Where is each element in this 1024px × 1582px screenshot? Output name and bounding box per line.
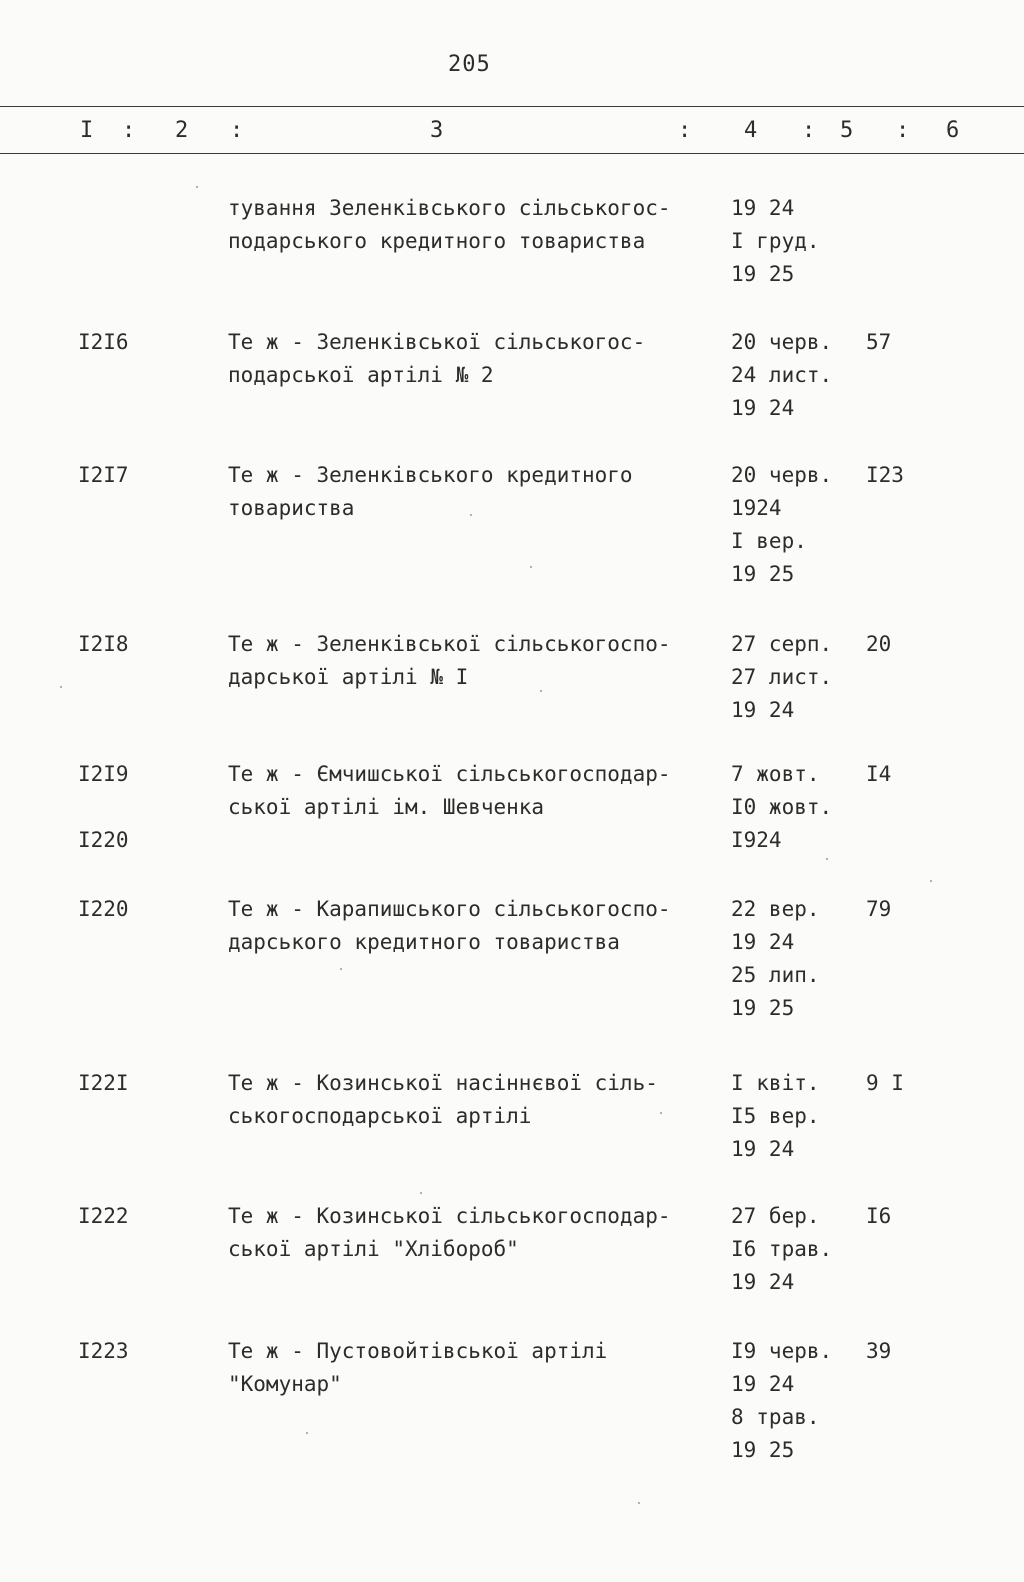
case-title-line: дарської артілі № I xyxy=(228,665,469,689)
case-title-line: ськогосподарської артілі xyxy=(228,1104,532,1128)
case-number-line: I220 xyxy=(78,897,129,921)
case-date-line: 25 лип. xyxy=(731,963,820,987)
case-number xyxy=(78,326,129,359)
case-date-line: I вер. xyxy=(731,529,807,553)
column-number-2: 2 xyxy=(175,118,189,143)
header-bottom-rule xyxy=(0,153,1024,154)
case-date-line: 19 25 xyxy=(731,1438,795,1462)
case-title xyxy=(228,1335,708,1401)
column-separator: : xyxy=(896,118,910,143)
case-dates xyxy=(731,628,832,727)
case-number xyxy=(78,1335,129,1368)
sheet-count: 79 xyxy=(866,897,892,921)
case-dates xyxy=(731,1067,820,1166)
case-title-line: Те ж - Пустовойтівської артілі xyxy=(228,1339,608,1363)
case-date-line: 19 25 xyxy=(731,262,795,286)
case-date-line: I0 жовт. xyxy=(731,795,833,819)
case-title-line: Те ж - Зеленківської сільськогоспо- xyxy=(228,632,671,656)
case-date-line: 7 жовт. xyxy=(731,762,820,786)
case-dates xyxy=(731,893,820,1025)
case-date-line: I5 вер. xyxy=(731,1104,820,1128)
sheet-count: I6 xyxy=(866,1204,892,1228)
case-title xyxy=(228,326,708,392)
case-number-line: I22I xyxy=(78,1071,129,1095)
case-number xyxy=(78,459,129,492)
case-date-line: 20 черв. xyxy=(731,330,833,354)
case-date-line: 19 24 xyxy=(731,1270,795,1294)
case-number xyxy=(78,1200,129,1233)
column-separator: : xyxy=(678,118,692,143)
column-number-5: 5 xyxy=(840,118,854,143)
case-date-line: I квіт. xyxy=(731,1071,820,1095)
case-dates xyxy=(731,1335,832,1467)
case-title-line: Те ж - Козинської сільськогосподар- xyxy=(228,1204,671,1228)
case-number-line: I2I8 xyxy=(78,632,129,656)
case-date-line: 8 трав. xyxy=(731,1405,820,1429)
case-date-line: 19 24 xyxy=(731,698,795,722)
case-title-line: ської артілі "Хлібороб" xyxy=(228,1237,519,1261)
column-separator: : xyxy=(122,118,136,143)
column-number-1: I xyxy=(80,118,94,143)
sheet-count: 9 I xyxy=(866,1071,904,1095)
case-title-line: "Комунар" xyxy=(228,1372,342,1396)
header-top-rule xyxy=(0,106,1024,107)
column-number-4: 4 xyxy=(744,118,758,143)
sheet-count: I23 xyxy=(866,463,904,487)
case-number xyxy=(78,893,129,926)
case-date-line: 19 24 xyxy=(731,930,795,954)
case-date-line: 19 24 xyxy=(731,196,795,220)
case-dates xyxy=(731,1200,832,1299)
case-date-line: 19 24 xyxy=(731,1137,795,1161)
case-title-line: ської артілі ім. Шевченка xyxy=(228,795,545,819)
case-title-line: Те ж - Зеленківської сільськогос- xyxy=(228,330,646,354)
case-title xyxy=(228,1200,708,1266)
case-title-line: Те ж - Карапишського сільськогоспо- xyxy=(228,897,671,921)
sheet-count: 57 xyxy=(866,330,892,354)
case-date-line: 19 24 xyxy=(731,1372,795,1396)
sheet-count: I4 xyxy=(866,762,892,786)
case-title-line: товариства xyxy=(228,496,355,520)
case-date-line: 27 серп. xyxy=(731,632,833,656)
case-title-line: подарської артілі № 2 xyxy=(228,363,494,387)
case-date-line: 19 25 xyxy=(731,996,795,1020)
column-number-6: 6 xyxy=(946,118,960,143)
case-title xyxy=(228,628,708,694)
sheet-count: 20 xyxy=(866,632,892,656)
case-date-line: 19 25 xyxy=(731,562,795,586)
case-dates xyxy=(731,758,832,857)
case-date-line: I груд. xyxy=(731,229,820,253)
case-title xyxy=(228,192,708,258)
case-date-line: 27 бер. xyxy=(731,1204,820,1228)
case-title xyxy=(228,1067,708,1133)
case-title xyxy=(228,459,708,525)
case-number xyxy=(78,758,129,857)
case-title xyxy=(228,893,708,959)
case-title-line: подарського кредитного товариства xyxy=(228,229,646,253)
case-title-line: Те ж - Зеленківського кредитного xyxy=(228,463,633,487)
case-number-line: I223 xyxy=(78,1339,129,1363)
case-number-line: I222 xyxy=(78,1204,129,1228)
case-dates xyxy=(731,459,832,591)
column-separator: : xyxy=(230,118,244,143)
case-number-line: I220 xyxy=(78,828,129,852)
case-date-line: 27 лист. xyxy=(731,665,833,689)
case-number xyxy=(78,1067,129,1100)
case-dates xyxy=(731,326,832,425)
page-number: 205 xyxy=(448,52,491,77)
case-number-line xyxy=(78,791,129,824)
case-number-line: I2I6 xyxy=(78,330,129,354)
case-title-line: дарського кредитного товариства xyxy=(228,930,620,954)
sheet-count: 39 xyxy=(866,1339,892,1363)
case-number xyxy=(78,628,129,661)
case-date-line: I924 xyxy=(731,828,782,852)
case-date-line: I9 черв. xyxy=(731,1339,833,1363)
case-date-line: 19 24 xyxy=(731,396,795,420)
case-title-line: Те ж - Ємчишської сільськогосподар- xyxy=(228,762,671,786)
case-title xyxy=(228,758,708,824)
case-number-line: I2I9 xyxy=(78,762,129,786)
case-title-line: тування Зеленківського сільськогос- xyxy=(228,196,671,220)
case-title-line: Те ж - Козинської насіннєвої сіль- xyxy=(228,1071,658,1095)
column-number-3: 3 xyxy=(430,118,444,143)
sheet-count xyxy=(866,192,879,225)
case-date-line: I6 трав. xyxy=(731,1237,833,1261)
case-dates xyxy=(731,192,820,291)
case-date-line: 24 лист. xyxy=(731,363,833,387)
case-number-line: I2I7 xyxy=(78,463,129,487)
case-date-line: 20 черв. xyxy=(731,463,833,487)
column-separator: : xyxy=(802,118,816,143)
case-date-line: 22 вер. xyxy=(731,897,820,921)
case-date-line: 1924 xyxy=(731,496,782,520)
column-header xyxy=(0,118,1024,148)
